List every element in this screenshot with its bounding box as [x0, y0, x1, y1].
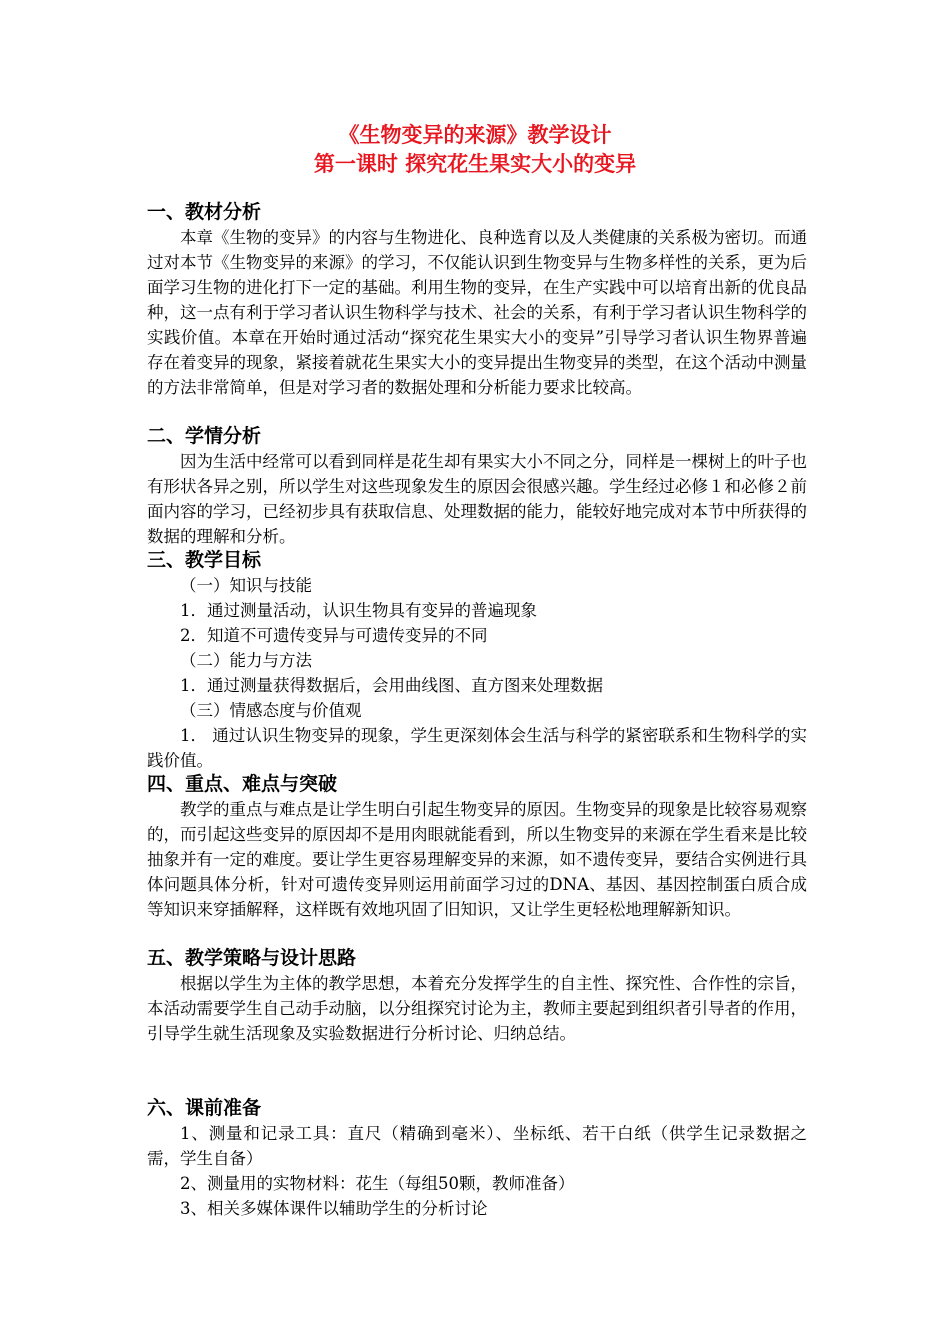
section-heading-preparation: 六、课前准备 — [147, 1097, 262, 1119]
section-heading-student-analysis: 二、学情分析 — [147, 425, 262, 447]
goal-subheading-ability: （二）能力与方法 — [180, 651, 312, 670]
goal-item: 1．通过测量获得数据后，会用曲线图、直方图来处理数据 — [180, 676, 603, 695]
section-body-key-points: 教学的重点与难点是让学生明白引起生物变异的原因。生物变异的现象是比较容易观察的，而引起这些变异的原因却不是用肉眼就能看到，所以生物变异的来源在学生看来是比较抽象并有一定的难度。要让学生更容易理解变异的来源，如不遗传变异，要结合实例进行具体问题具体分析，针对可遗传变异则运用前面学习过的DNA、基因、基因控制蛋白质合成等知识来穿插解释，这样既有效地巩固了旧知识，又让学生更轻松地理解新知识。 — [147, 800, 807, 919]
preparation-item: 2、测量用的实物材料：花生（每组50颗，教师准备） — [180, 1174, 575, 1193]
section-body-strategy: 根据以学生为主体的教学思想，本着充分发挥学生的自主性、探究性、合作性的宗旨，本活动需要学生自己动手动脑，以分组探究讨论为主，教师主要起到组织者引导者的作用，引导学生就生活现象及实验数据进行分析讨论、归纳总结。 — [147, 974, 807, 1043]
section-heading-textbook-analysis: 一、教材分析 — [147, 201, 262, 223]
preparation-item: 1、测量和记录工具：直尺（精确到毫米）、坐标纸、若干白纸（供学生记录数据之需，学生自备） — [147, 1124, 807, 1168]
section-heading-strategy: 五、教学策略与设计思路 — [147, 947, 357, 969]
goal-subheading-knowledge: （一）知识与技能 — [180, 576, 312, 595]
document-subtitle: 第一课时 探究花生果实大小的变异 — [313, 152, 637, 176]
preparation-item: 3、相关多媒体课件以辅助学生的分析讨论 — [180, 1199, 488, 1218]
goal-item: 2．知道不可遗传变异与可遗传变异的不同 — [180, 626, 488, 645]
section-heading-key-points: 四、重点、难点与突破 — [147, 773, 338, 795]
section-body-student-analysis: 因为生活中经常可以看到同样是花生却有果实大小不同之分，同样是一棵树上的叶子也有形状各异之别，所以学生对这些现象发生的原因会很感兴趣。学生经过必修１和必修２前面内容的学习，已经初步具有获取信息、处理数据的能力，能较好地完成对本节中所获得的数据的理解和分析。 — [147, 452, 807, 546]
document-title: 《生物变异的来源》教学设计 — [338, 123, 612, 147]
goal-item: 1． 通过认识生物变异的现象，学生更深刻体会生活与科学的紧密联系和生物科学的实践价值。 — [147, 726, 807, 770]
section-heading-teaching-goals: 三、教学目标 — [147, 549, 262, 571]
section-body-textbook-analysis: 本章《生物的变异》的内容与生物进化、良种选育以及人类健康的关系极为密切。而通过对本节《生物变异的来源》的学习，不仅能认识到生物变异与生物多样性的关系，更为后面学习生物的进化打下一定的基础。利用生物的变异，在生产实践中可以培育出新的优良品种，这一点有利于学习者认识生物科学与技术、社会的关系，有利于学习者认识生物科学的实践价值。本章在开始时通过活动“探究花生果实大小的变异”引导学习者认识生物界普遍存在着变异的现象，紧接着就花生果实大小的变异提出生物变异的类型，在这个活动中测量的方法非常简单，但是对学习者的数据处理和分析能力要求比较高。 — [147, 228, 807, 397]
goal-item: 1．通过测量活动，认识生物具有变异的普遍现象 — [180, 601, 537, 620]
goal-subheading-attitude: （三）情感态度与价值观 — [180, 701, 362, 720]
